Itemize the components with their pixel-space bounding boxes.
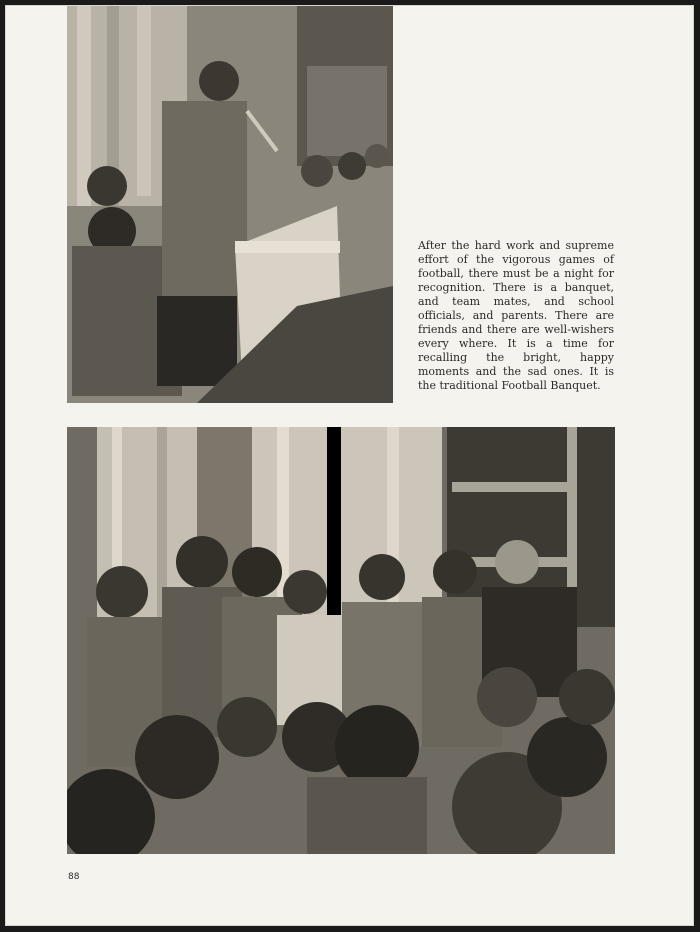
yearbook-page — [5, 5, 694, 926]
photo-football-players-lineup — [67, 427, 615, 854]
caption-text: After the hard work and supreme effort of the vigorous games of football, there must be a night for recognition. There is a banquet, and team mates, and school officials, and parents. There are friends and there are well-wishers every where. It is a time for recalling the bright, happy moments and the sad ones. It is the traditional Football Banquet. — [418, 239, 614, 392]
photo-speaker-at-podium — [67, 6, 393, 403]
page-number: 88 — [68, 872, 80, 882]
